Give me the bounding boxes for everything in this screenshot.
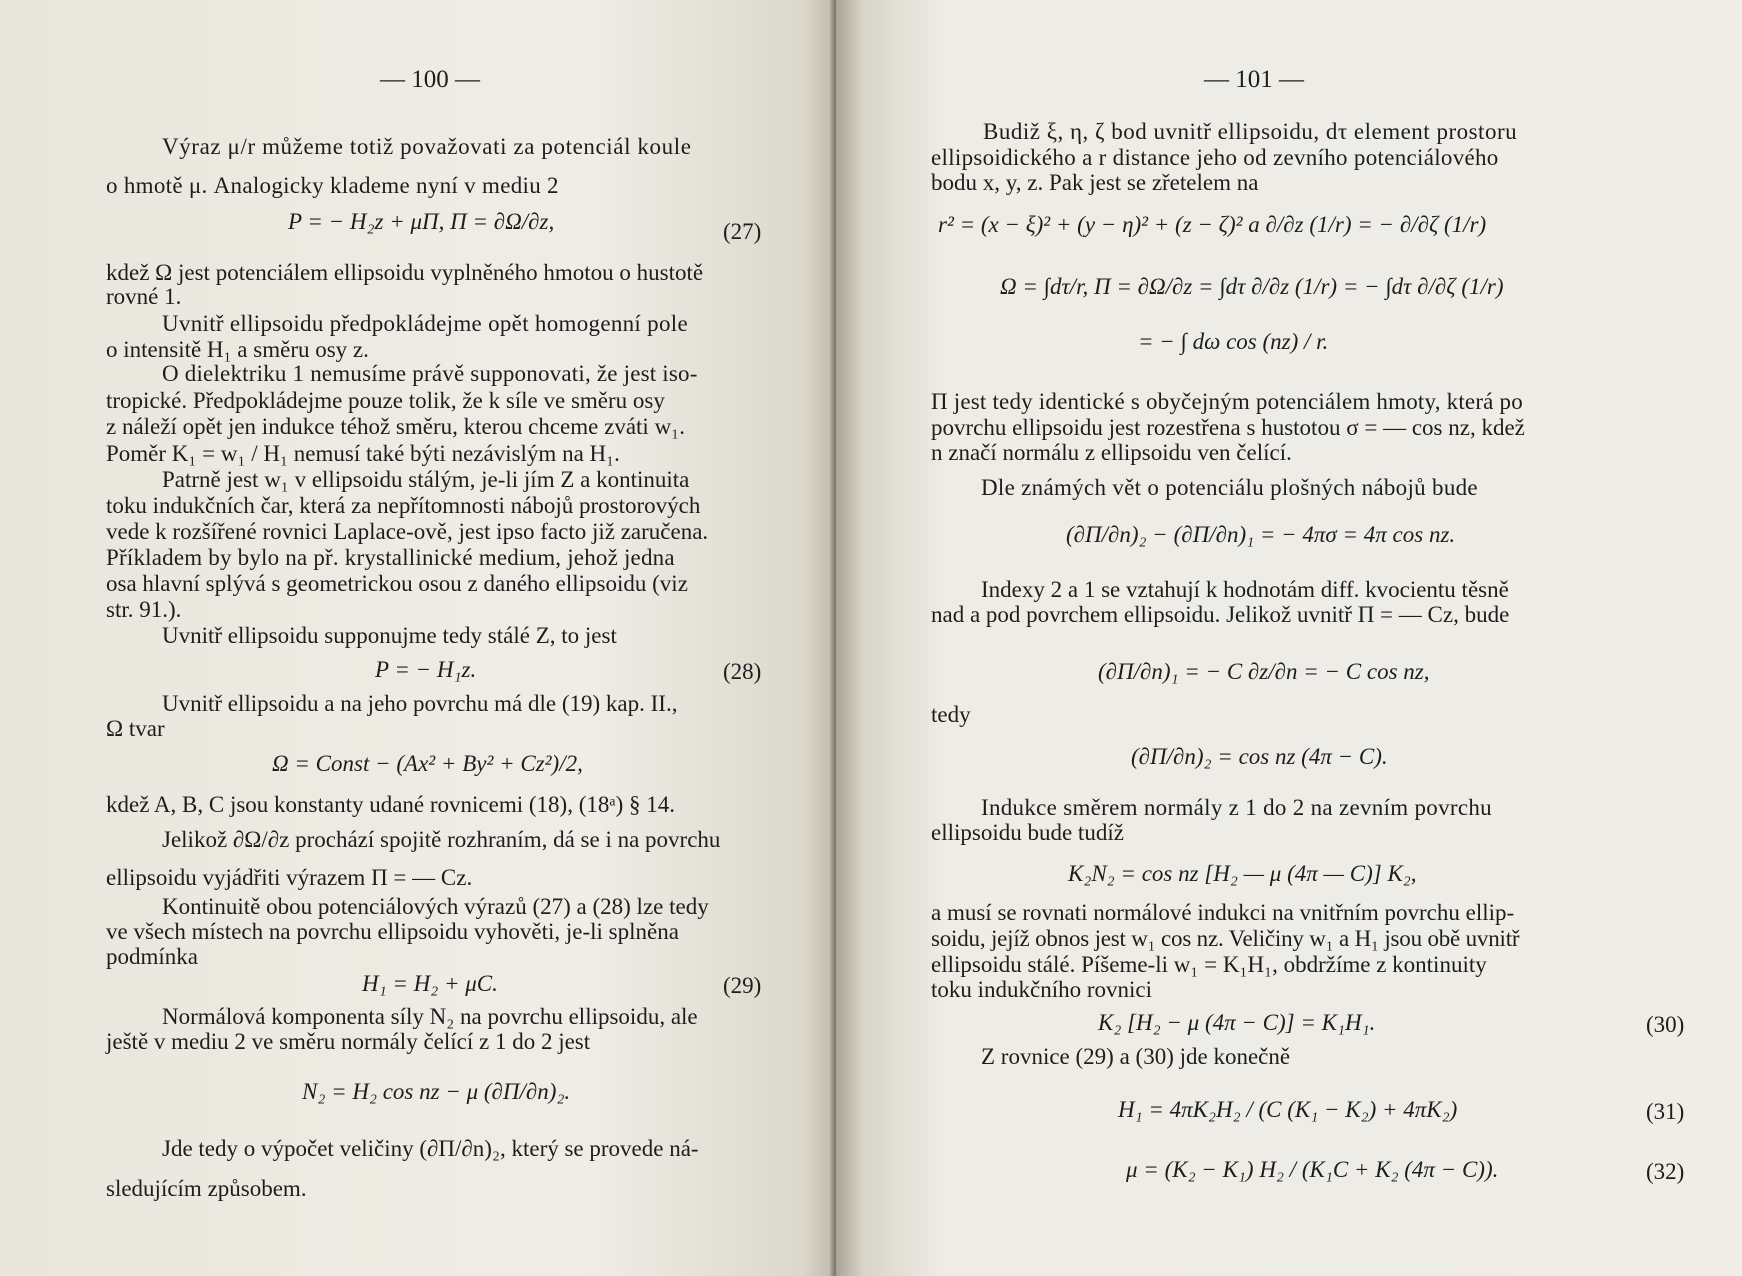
- text-line: O dielektriku 1 nemusíme právě supponovati, že jest iso-: [162, 361, 698, 386]
- text-line: Ω tvar: [106, 716, 165, 741]
- text-line: Jde tedy o výpočet veličiny (∂Π/∂n)₂, který se provede ná-: [162, 1136, 699, 1161]
- text-line: Kontinuitě obou potenciálových výrazů (27) a (28) lze tedy: [162, 894, 709, 919]
- text-line: Jelikož ∂Ω/∂z prochází spojitě rozhraním, dá se i na povrchu: [162, 827, 721, 852]
- equation-27: P = − H₂z + μΠ, Π = ∂Ω/∂z,: [288, 209, 555, 234]
- text-line: tedy: [931, 702, 971, 727]
- page-100: [0, 0, 836, 1276]
- text-line: podmínka: [106, 944, 198, 969]
- page-number: — 101 —: [1204, 66, 1304, 93]
- text-line: Dle známých vět o potenciálu plošných nábojů bude: [981, 475, 1478, 500]
- text-line: soidu, jejíž obnos jest w₁ cos nz. Veličiny w₁ a H₁ jsou obě uvnitř: [931, 926, 1520, 951]
- equation-omega: Ω = Const − (Ax² + By² + Cz²)/2,: [272, 751, 583, 776]
- equation-n2: N₂ = H₂ cos nz − μ (∂Π/∂n)₂.: [302, 1079, 571, 1104]
- equation-number: (31): [1646, 1099, 1685, 1124]
- equation-28: P = − H₁z.: [375, 657, 477, 682]
- equation-31: H₁ = 4πK₂H₂ / (C (K₁ − K₂) + 4πK₂): [1118, 1097, 1458, 1122]
- text-line: rovné 1.: [106, 284, 182, 309]
- text-line: kdež A, B, C jsou konstanty udané rovnicemi (18), (18ᵃ) § 14.: [106, 792, 676, 817]
- text-line: str. 91.).: [106, 597, 182, 622]
- page-101: [836, 0, 1742, 1276]
- text-line: ellipsoidu stálé. Píšeme-li w₁ = K₁H₁, obdržíme z kontinuity: [931, 952, 1487, 977]
- text-line: Uvnitř ellipsoidu a na jeho povrchu má dle (19) kap. II.,: [162, 691, 678, 716]
- text-line: sledujícím způsobem.: [106, 1176, 307, 1201]
- equation-outside: (∂Π/∂n)₂ = cos nz (4π − C).: [1131, 744, 1388, 769]
- text-line: Π jest tedy identické s obyčejným potenciálem hmoty, která po: [931, 389, 1523, 414]
- text-line: a musí se rovnati normálové indukci na vnitřním povrchu ellip-: [931, 900, 1515, 925]
- text-line: toku indukčních čar, která za nepřítomnosti nábojů prostorových: [106, 493, 701, 518]
- text-line: Indukce směrem normály z 1 do 2 na zevním povrchu: [981, 795, 1492, 820]
- text-line: o intensitě H₁ a směru osy z.: [106, 337, 369, 362]
- text-line: Příkladem by bylo na př. krystallinické medium, jehož jedna: [106, 545, 675, 570]
- text-line: osa hlavní splývá s geometrickou osou z daného ellipsoidu (viz: [106, 571, 688, 596]
- equation-number: (32): [1646, 1159, 1685, 1184]
- equation-32: μ = (K₂ − K₁) H₂ / (K₁C + K₂ (4π − C)).: [1126, 1157, 1499, 1182]
- equation-number: (28): [723, 659, 762, 684]
- text-line: ellipsoidu vyjádřiti výrazem Π = — Cz.: [106, 865, 473, 890]
- text-line: ve všech místech na povrchu ellipsoidu vyhověti, je-li splněna: [106, 919, 679, 944]
- equation-inside: (∂Π/∂n)₁ = − C ∂z/∂n = − C cos nz,: [1098, 659, 1430, 684]
- text-line: z náleží opět jen indukce téhož směru, kterou chceme zváti w₁.: [106, 414, 685, 439]
- text-line: vede k rozšířené rovnici Laplace-ově, jest ipso facto již zaručena.: [106, 519, 709, 544]
- equation-k2n2: K₂N₂ = cos nz [H₂ — μ (4π — C)] K₂,: [1068, 861, 1417, 886]
- text-line: bodu x, y, z. Pak jest se zřetelem na: [931, 170, 1259, 195]
- text-line: Budiž ξ, η, ζ bod uvnitř ellipsoidu, dτ element prostoru: [983, 119, 1518, 144]
- equation-omega-integral-2: = − ∫ dω cos (nz) / r.: [1138, 329, 1329, 354]
- text-line: ellipsoidického a r distance jeho od zevního potenciálového: [931, 145, 1499, 170]
- equation-number: (29): [723, 973, 762, 998]
- text-line: o hmotě μ. Analogicky klademe nyní v mediu 2: [106, 173, 559, 198]
- equation-jump: (∂Π/∂n)₂ − (∂Π/∂n)₁ = − 4πσ = 4π cos nz.: [1066, 522, 1456, 547]
- text-line: Uvnitř ellipsoidu supponujme tedy stálé Z, to jest: [162, 623, 617, 648]
- text-line: nad a pod povrchem ellipsoidu. Jelikož uvnitř Π = — Cz, bude: [931, 602, 1510, 627]
- equation-number: (27): [723, 219, 762, 244]
- text-line: ellipsoidu bude tudíž: [931, 820, 1124, 845]
- text-line: n značí normálu z ellipsoidu ven čelící.: [931, 440, 1292, 465]
- text-line: povrchu ellipsoidu jest rozestřena s hustotou σ = — cos nz, kdež: [931, 415, 1525, 440]
- equation-30: K₂ [H₂ − μ (4π − C)] = K₁H₁.: [1098, 1010, 1376, 1035]
- page-number: — 100 —: [380, 66, 480, 93]
- text-line: Z rovnice (29) a (30) jde konečně: [981, 1044, 1291, 1069]
- text-line: Normálová komponenta síly N₂ na povrchu ellipsoidu, ale: [162, 1004, 698, 1029]
- text-line: Výraz μ/r můžeme totiž považovati za potenciál koule: [162, 134, 692, 159]
- equation-29: H₁ = H₂ + μC.: [362, 971, 498, 996]
- equation-number: (30): [1646, 1012, 1685, 1037]
- text-line: Indexy 2 a 1 se vztahují k hodnotám diff. kvocientu těsně: [981, 577, 1509, 602]
- text-line: tropické. Předpokládejme pouze tolik, že k síle ve směru osy: [106, 388, 665, 413]
- text-line: toku indukčního rovnici: [931, 977, 1153, 1002]
- text-line: Poměr K₁ = w₁ / H₁ nemusí také býti nezávislým na H₁.: [106, 441, 620, 466]
- text-line: kdež Ω jest potenciálem ellipsoidu vyplněného hmotou o hustotě: [106, 260, 704, 285]
- text-line: ještě v mediu 2 ve směru normály čelící z 1 do 2 jest: [106, 1029, 591, 1054]
- text-line: Patrně jest w₁ v ellipsoidu stálým, je-li jím Z a kontinuita: [162, 467, 690, 492]
- text-line: Uvnitř ellipsoidu předpokládejme opět homogenní pole: [162, 311, 688, 336]
- equation-r-squared: r² = (x − ξ)² + (y − η)² + (z − ζ)² a ∂/∂z (1/r) = − ∂/∂ζ (1/r): [938, 212, 1487, 237]
- equation-omega-integral: Ω = ∫dτ/r, Π = ∂Ω/∂z = ∫dτ ∂/∂z (1/r) = − ∫dτ ∂/∂ζ (1/r): [1000, 274, 1504, 299]
